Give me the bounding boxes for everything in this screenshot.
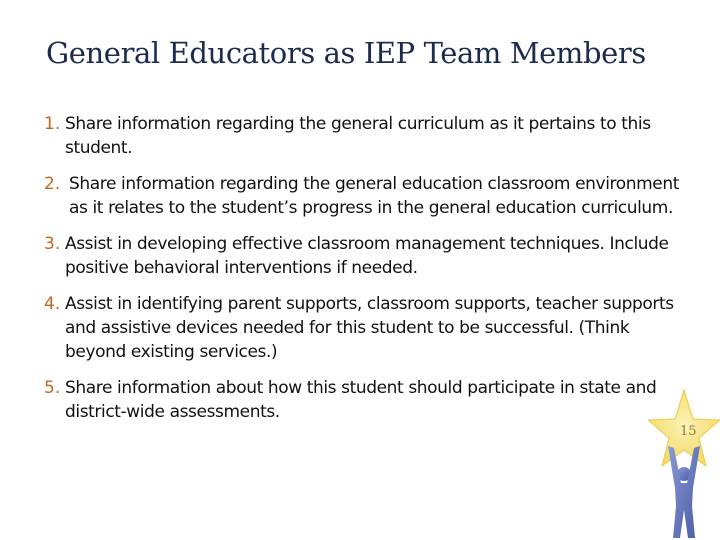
item-text: Share information about how this student should participate in state and district-wide assessments. <box>65 378 657 422</box>
responsibility-list <box>44 112 684 436</box>
list-item <box>44 292 684 364</box>
item-number: 1. <box>44 114 61 134</box>
item-text: Assist in developing effective classroom management techniques. Include positive behavioral interventions if needed. <box>65 234 669 278</box>
item-number: 5. <box>44 378 61 398</box>
item-text: Share information regarding the general curriculum as it pertains to this student. <box>65 114 651 158</box>
item-number: 4. <box>44 294 61 314</box>
item-text: Assist in identifying parent supports, classroom supports, teacher supports and assistive devices needed for this student to be successful. (Think beyond existing services.) <box>65 294 674 362</box>
item-text: Share information regarding the general education classroom environment as it relates to the student’s progress in the general education curriculum. <box>69 174 679 218</box>
list-item <box>44 112 684 160</box>
page-number: 15 <box>680 424 697 439</box>
list-item <box>44 376 684 424</box>
list-item <box>44 172 684 220</box>
item-number: 3. <box>44 234 61 254</box>
item-number: 2. <box>44 174 61 194</box>
list-item <box>44 232 684 280</box>
slide-title: General Educators as IEP Team Members <box>46 36 646 70</box>
person-holding-star-icon <box>648 388 720 540</box>
person-figure <box>668 446 700 538</box>
